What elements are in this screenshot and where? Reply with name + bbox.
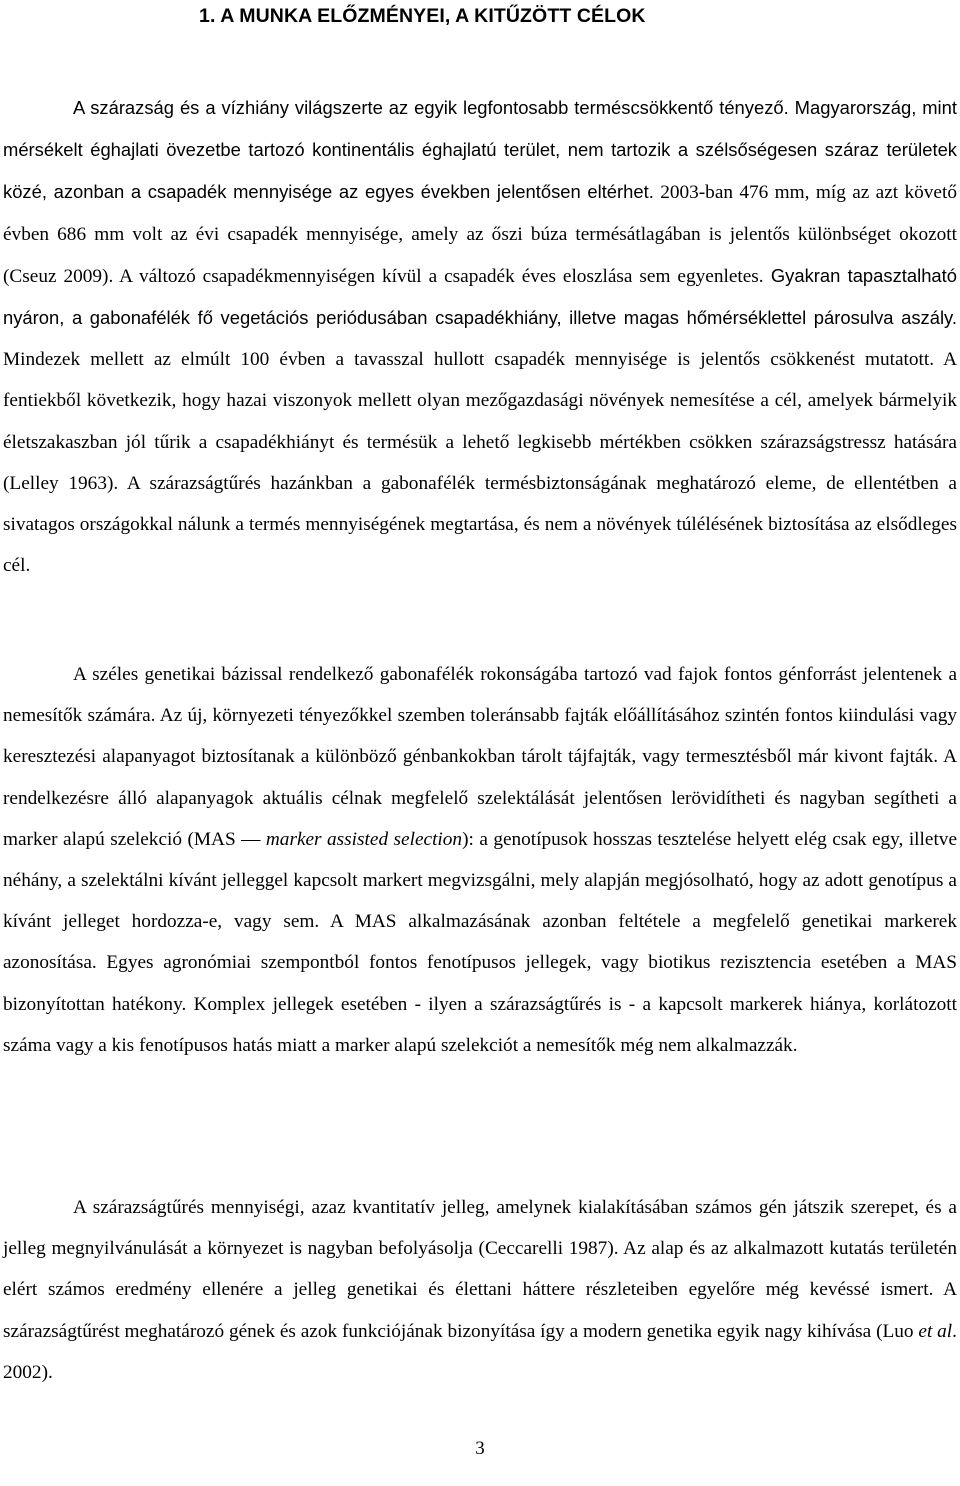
mas-expansion-italic: marker assisted selection xyxy=(265,828,463,850)
paragraph-3-text-b: . 2002). xyxy=(3,1320,957,1383)
section-heading: 1. A MUNKA ELŐZMÉNYEI, A KITŰZÖTT CÉLOK xyxy=(199,5,646,27)
page-number: 3 xyxy=(475,1438,485,1459)
paragraph-1-text-d: Mindezek mellett az elmúlt 100 évben a tavasszal hullott csapadék mennyisége is jelentős csökkenést mutatott. A fentiekből következik, hogy hazai viszonyok mellett olyan mezőgazdasági növények nemesítése a cél, amelyek bármelyik életszakaszban jól tűrik a csapadékhiányt és termésük a lehető legkisebb mértékben csökken szárazságstressz hatására (Lelley 1963). A szárazságtűrés hazánkban a gabonafélék termésbiztonságának meghatározó eleme, de ellentétben a sivatagos országokkal nálunk a termés mennyiségének megtartása, és nem a növények túlélésének biztosítása az elsődleges cél. xyxy=(3,349,957,577)
paragraph-3-text-a: A szárazságtűrés mennyiségi, azaz kvantitatív jelleg, amelynek kialakításában számos gén játszik szerepet, és a jelleg megnyilvánulását a környezet is nagyban befolyásolja (Ceccarelli 1987). Az alap és az alkalmazott kutatás területén elért számos eredmény ellenére a jelleg genetikai és élettani háttere részleteiben egyelőre még kevéssé ismert. A szárazságtűrést meghatározó gének és azok funkciójának bizonyítása így a modern genetika egyik nagy kihívása (Luo xyxy=(3,1197,957,1342)
paragraph-3 xyxy=(3,1187,957,1393)
paragraph-1-text-b: 2003-ban 476 mm, míg az azt követő évben 686 mm volt az évi csapadék mennyisége, amely az őszi búza termésátlagában is jelentős különbséget okozott (Cseuz 2009). A változó csapadékmennyiségen kívül a csapadék éves eloszlása sem egyenletes. xyxy=(3,182,957,287)
paragraph-1 xyxy=(3,87,957,586)
paragraph-2-text-a: A széles genetikai bázissal rendelkező gabonafélék rokonságába tartozó vad fajok fontos génforrást jelentenek a nemesítők számára. Az új, környezeti tényezőkkel szemben toleránsabb fajták előállításához szintén fontos kiindulási vagy keresztezési alapanyagot biztosítanak a különböző génbankokban tárolt tájfajták, vagy termesztésből már kivont fajták. A rendelkezésre álló alapanyagok aktuális célnak megfelelő szelektálását jelentősen lerövidítheti és nagyban segítheti a marker alapú szelekció (MAS ― xyxy=(3,664,957,850)
et-al-italic: et al xyxy=(918,1320,953,1342)
paragraph-1-text-c: Gyakran tapasztalható nyáron, a gabonafélék fő vegetációs periódusában csapadékhiány, illetve magas hőmérséklettel párosulva aszály. xyxy=(3,264,957,329)
paragraph-1-text-a: A szárazság és a vízhiány világszerte az egyik legfontosabb terméscsökkentő tényező. Magyarország, mint mérsékelt éghajlati övezetbe tartozó kontinentális éghajlatú terület, nem tartozik a szélsőségesen száraz területek közé, azonban a csapadék mennyisége az egyes években jelentősen eltérhet. xyxy=(3,97,957,203)
paragraph-2 xyxy=(3,654,957,1066)
paragraph-2-text-b: ): a genotípusok hosszas tesztelése helyett elég csak egy, illetve néhány, a szelektálni kívánt jelleggel kapcsolt markert megvizsgálni, mely alapján megjósolható, hogy az adott genotípus a kívánt jelleget hordozza-e, vagy sem. A MAS alkalmazásának azonban feltétele a megfelelő genetikai markerek azonosítása. Egyes agronómiai szempontból fontos fenotípusos jellegek, vagy biotikus rezisztencia esetében a MAS bizonyítottan hatékony. Komplex jellegek esetében - ilyen a szárazságtűrés is - a kapcsolt markerek hiánya, korlátozott száma vagy a kis fenotípusos hatás miatt a marker alapú szelekciót a nemesítők még nem alkalmazzák. xyxy=(3,828,958,1056)
